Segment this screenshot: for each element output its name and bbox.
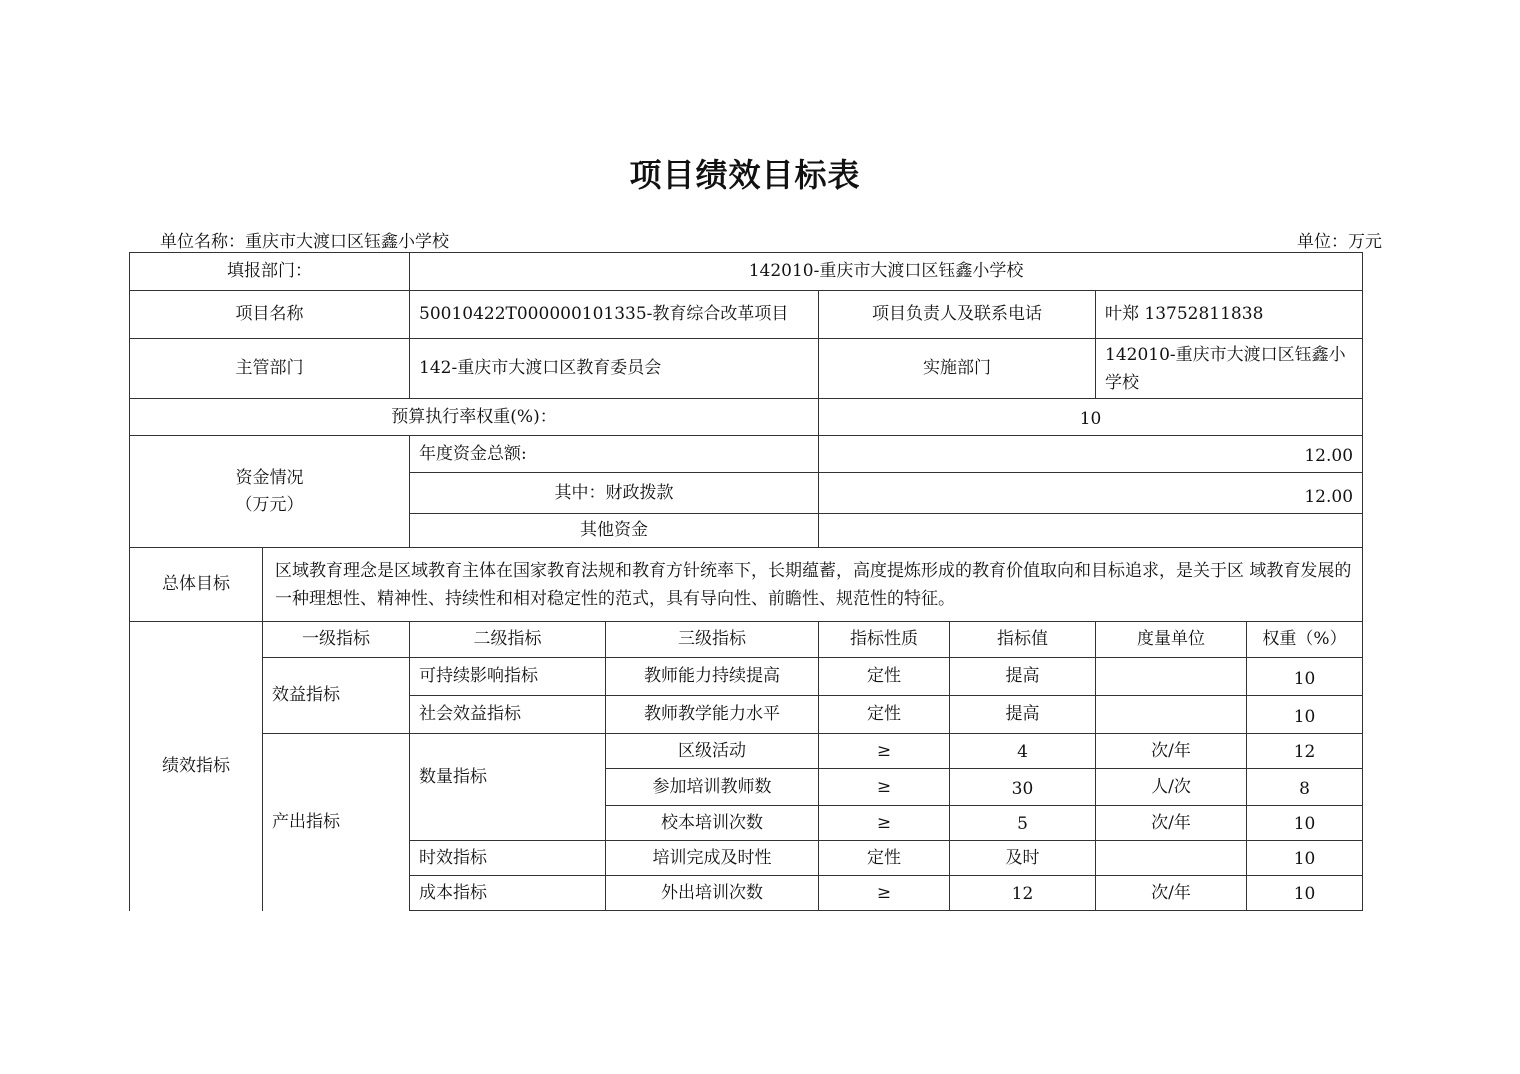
row-nature: 定性 [819, 696, 950, 734]
row-l3: 校本培训次数 [606, 806, 819, 841]
row-l3: 参加培训教师数 [606, 769, 819, 806]
supervisor-label: 主管部门 [130, 339, 410, 399]
goal-text: 区域教育理念是区域教育主体在国家教育法规和教育方针统率下，长期蕴蓄，高度提炼形成的教育价值取向和目标追求，是关于区 域教育发展的一种理想性、精神性、持续性和相对稳定性的范式，具有导向性、前瞻性、规范性的特征。 [263, 548, 1363, 622]
goal-label: 总体目标 [130, 548, 263, 622]
row-value: 30 [950, 769, 1096, 806]
row-weight: 10 [1247, 696, 1363, 734]
header-level3: 三级指标 [606, 622, 819, 658]
header-unit: 度量单位 [1096, 622, 1247, 658]
row-l3: 教师能力持续提高 [606, 658, 819, 696]
group-benefit: 效益指标 [263, 658, 410, 734]
funds-other-label: 其他资金 [410, 514, 819, 548]
row-weight: 10 [1247, 658, 1363, 696]
row-weight: 8 [1247, 769, 1363, 806]
row-weight: 10 [1247, 841, 1363, 876]
group-output: 产出指标 [263, 734, 410, 911]
budget-weight-label: 预算执行率权重(%)： [130, 399, 819, 436]
row-l2: 数量指标 [410, 734, 606, 841]
row-unit [1096, 841, 1247, 876]
row-value: 4 [950, 734, 1096, 769]
budget-weight-value: 10 [819, 399, 1363, 436]
row-nature: ≥ [819, 769, 950, 806]
header-level1: 一级指标 [263, 622, 410, 658]
row-weight: 12 [1247, 734, 1363, 769]
header-value: 指标值 [950, 622, 1096, 658]
header-level2: 二级指标 [410, 622, 606, 658]
funds-total-label: 年度资金总额: [410, 436, 819, 473]
row-l2: 时效指标 [410, 841, 606, 876]
row-l2: 可持续影响指标 [410, 658, 606, 696]
header-weight: 权重（%） [1247, 622, 1363, 658]
row-unit: 人/次 [1096, 769, 1247, 806]
funds-fiscal-value: 12.00 [819, 473, 1363, 514]
row-unit: 次/年 [1096, 734, 1247, 769]
contact-value: 叶郑 13752811838 [1096, 291, 1363, 339]
fill-dept-label: 填报部门： [130, 253, 410, 291]
row-value: 5 [950, 806, 1096, 841]
supervisor-value: 142-重庆市大渡口区教育委员会 [410, 339, 819, 399]
row-l3: 教师教学能力水平 [606, 696, 819, 734]
row-value: 提高 [950, 696, 1096, 734]
row-unit [1096, 696, 1247, 734]
page-title: 项目绩效目标表 [629, 156, 861, 194]
unit-name: 单位名称：重庆市大渡口区钰鑫小学校 [160, 232, 449, 252]
fill-dept-value: 142010-重庆市大渡口区钰鑫小学校 [410, 253, 1363, 291]
row-l2: 社会效益指标 [410, 696, 606, 734]
row-nature: ≥ [819, 876, 950, 911]
row-unit: 次/年 [1096, 806, 1247, 841]
row-l3: 区级活动 [606, 734, 819, 769]
row-weight: 10 [1247, 876, 1363, 911]
header-nature: 指标性质 [819, 622, 950, 658]
currency-unit: 单位：万元 [1297, 232, 1382, 252]
perf-label: 绩效指标 [130, 622, 263, 911]
funds-label [130, 436, 410, 548]
funds-label-unit: （万元） [235, 494, 304, 515]
project-name-value: 50010422T000000101335-教育综合改革项目 [410, 291, 819, 339]
funds-fiscal-label: 其中：财政拨款 [410, 473, 819, 514]
row-value: 12 [950, 876, 1096, 911]
row-l3: 外出培训次数 [606, 876, 819, 911]
row-unit: 次/年 [1096, 876, 1247, 911]
row-value: 提高 [950, 658, 1096, 696]
row-nature: 定性 [819, 841, 950, 876]
impl-dept-value: 142010-重庆市大渡口区钰鑫小学校 [1096, 339, 1363, 399]
contact-label: 项目负责人及联系电话 [819, 291, 1096, 339]
row-nature: ≥ [819, 806, 950, 841]
funds-label-text: 资金情况 [235, 467, 304, 488]
row-value: 及时 [950, 841, 1096, 876]
row-unit [1096, 658, 1247, 696]
row-weight: 10 [1247, 806, 1363, 841]
performance-table [129, 252, 1363, 911]
row-nature: 定性 [819, 658, 950, 696]
project-name-label: 项目名称 [130, 291, 410, 339]
row-l2: 成本指标 [410, 876, 606, 911]
funds-total-value: 12.00 [819, 436, 1363, 473]
impl-dept-label: 实施部门 [819, 339, 1096, 399]
row-l3: 培训完成及时性 [606, 841, 819, 876]
row-nature: ≥ [819, 734, 950, 769]
funds-other-value [819, 514, 1363, 548]
